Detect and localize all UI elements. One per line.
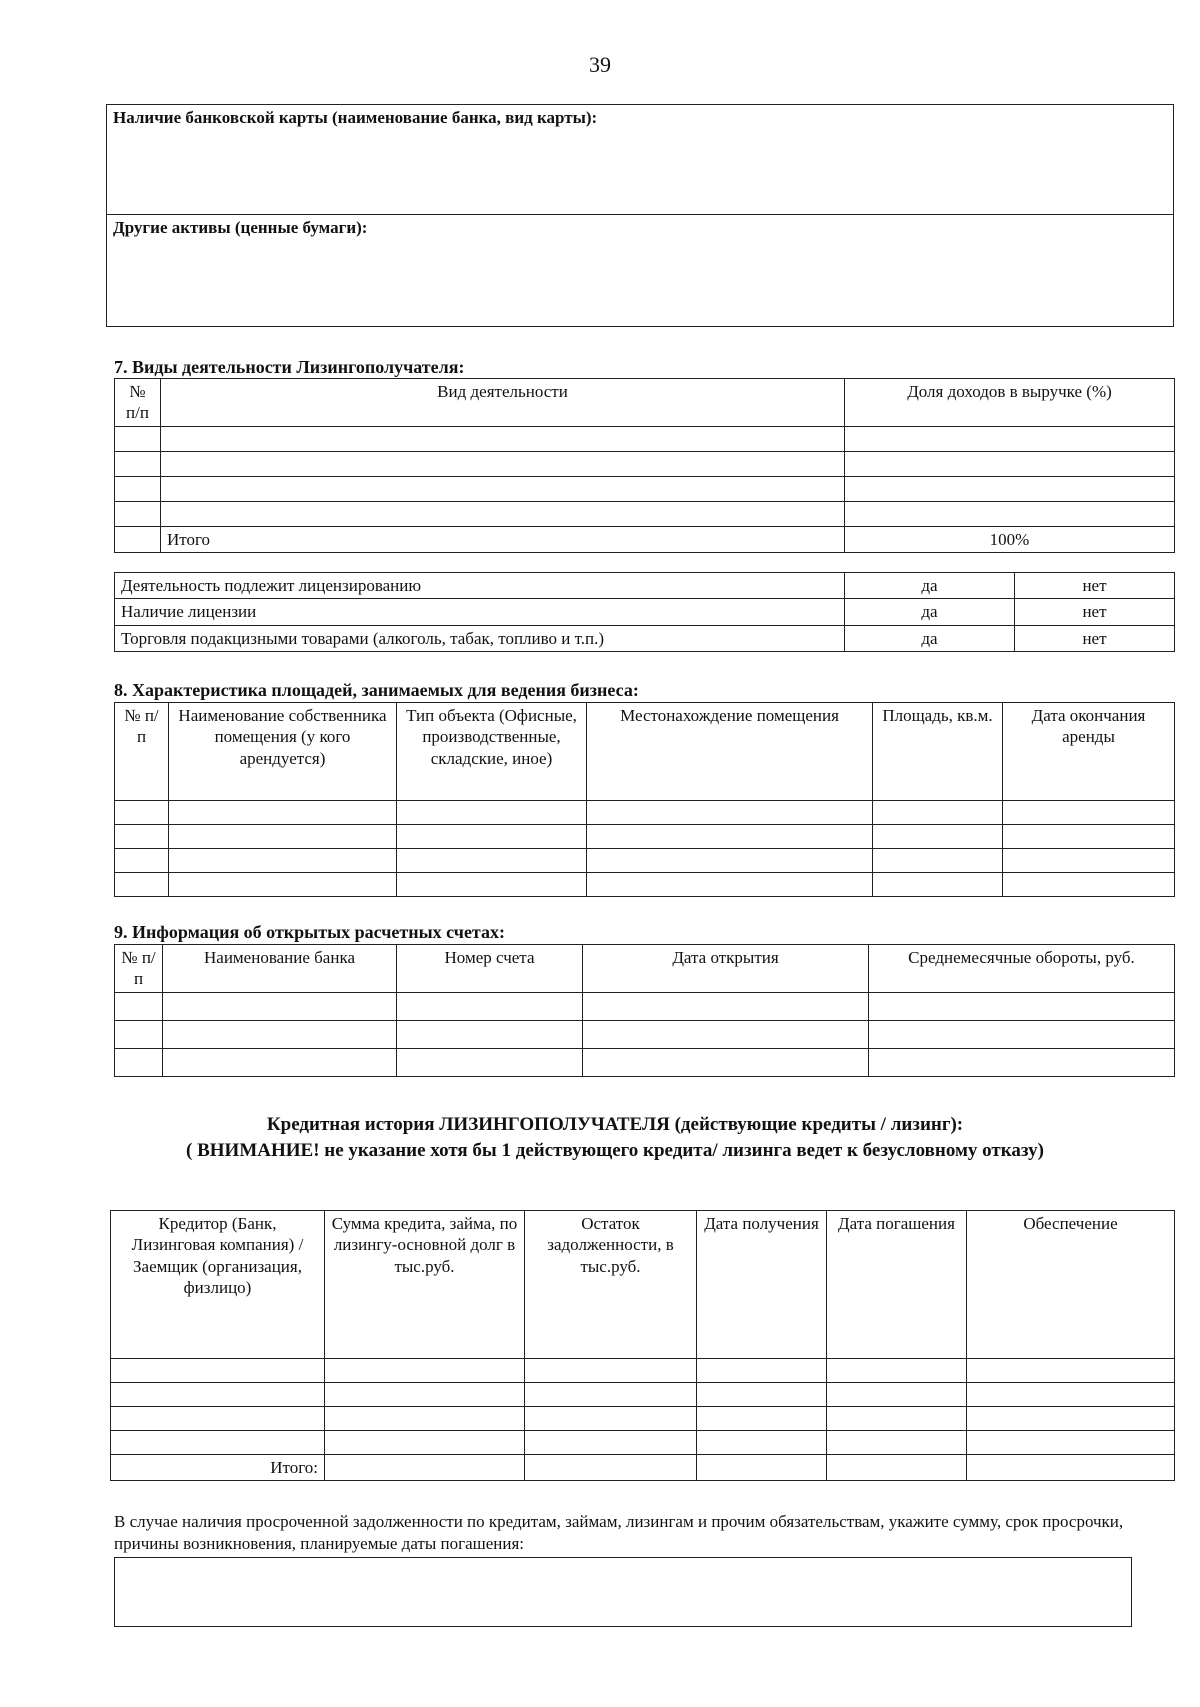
premises-table bbox=[114, 702, 1175, 897]
table-row[interactable] bbox=[115, 801, 1175, 825]
bank-card-field[interactable] bbox=[107, 105, 1174, 215]
bank-card-label: Наличие банковской карты (наименование банка, вид карты): bbox=[113, 108, 598, 127]
section8-title: 8. Характеристика площадей, занимаемых для ведения бизнеса: bbox=[114, 680, 639, 700]
accounts-table bbox=[114, 944, 1175, 1077]
table-row[interactable] bbox=[115, 1021, 1175, 1049]
licensing-row-label: Деятельность подлежит лицензированию bbox=[115, 573, 845, 599]
table-row[interactable] bbox=[115, 825, 1175, 849]
licensing-no-option[interactable]: нет bbox=[1015, 573, 1175, 599]
excise-row-label: Торговля подакцизными товарами (алкоголь, табак, топливо и т.п.) bbox=[115, 625, 845, 651]
accounts-header-turnover: Среднемесячные обороты, руб. bbox=[869, 945, 1175, 993]
premises-header-no: № п/п bbox=[115, 703, 169, 801]
license-row-label: Наличие лицензии bbox=[115, 599, 845, 625]
activities-header-type: Вид деятельности bbox=[161, 379, 845, 427]
table-row[interactable] bbox=[115, 873, 1175, 897]
overdue-input-box[interactable] bbox=[114, 1557, 1132, 1627]
premises-header-area: Площадь, кв.м. bbox=[873, 703, 1003, 801]
accounts-header-no: № п/п bbox=[115, 945, 163, 993]
excise-no-option[interactable]: нет bbox=[1015, 625, 1175, 651]
overdue-instructions: В случае наличия просроченной задолженности по кредитам, займам, лизингам и прочим обязательствам, укажите сумму, срок просрочки, причины возникновения, планируемые даты погашения: bbox=[114, 1512, 1124, 1554]
other-assets-field[interactable] bbox=[107, 215, 1174, 327]
section9-title: 9. Информация об открытых расчетных счетах: bbox=[114, 922, 505, 942]
credit-history-warning: ( ВНИМАНИЕ! не указание хотя бы 1 действующего кредита/ лизинга ведет к безусловному отказу) bbox=[186, 1139, 1044, 1161]
excise-yes-option[interactable]: да bbox=[845, 625, 1015, 651]
credits-header-collateral: Обеспечение bbox=[967, 1211, 1175, 1359]
credit-history-heading bbox=[110, 1112, 1120, 1163]
credits-header-issue-date: Дата получения bbox=[697, 1211, 827, 1359]
section7-title: 7. Виды деятельности Лизингополучателя: bbox=[114, 357, 465, 377]
credits-header-repay-date: Дата погашения bbox=[827, 1211, 967, 1359]
accounts-header-bank: Наименование банка bbox=[163, 945, 397, 993]
table-row[interactable] bbox=[115, 849, 1175, 873]
credits-header-balance: Остаток задолженности, в тыс.руб. bbox=[525, 1211, 697, 1359]
credits-header-amount: Сумма кредита, займа, по лизингу-основной долг в тыс.руб. bbox=[325, 1211, 525, 1359]
premises-header-owner: Наименование собственника помещения (у кого арендуется) bbox=[169, 703, 397, 801]
activities-header-share: Доля доходов в выручке (%) bbox=[845, 379, 1175, 427]
licensing-yes-option[interactable]: да bbox=[845, 573, 1015, 599]
table-row[interactable] bbox=[111, 1407, 1175, 1431]
table-row[interactable] bbox=[111, 1359, 1175, 1383]
accounts-header-number: Номер счета bbox=[397, 945, 583, 993]
page-number: 39 bbox=[589, 52, 611, 77]
table-row[interactable] bbox=[115, 427, 1175, 452]
credits-header-creditor: Кредитор (Банк, Лизинговая компания) /Заемщик (организация, физлицо) bbox=[111, 1211, 325, 1359]
premises-header-type: Тип объекта (Офисные, производственные, складские, иное) bbox=[397, 703, 587, 801]
credit-history-title: Кредитная история ЛИЗИНГОПОЛУЧАТЕЛЯ (действующие кредиты / лизинг): bbox=[266, 1114, 964, 1135]
other-assets-label: Другие активы (ценные бумаги): bbox=[113, 218, 368, 237]
table-row[interactable] bbox=[115, 452, 1175, 477]
activities-header-no: № п/п bbox=[115, 379, 161, 427]
table-row[interactable] bbox=[115, 477, 1175, 502]
assets-table bbox=[106, 104, 1174, 327]
credits-table bbox=[110, 1210, 1175, 1481]
table-row[interactable] bbox=[111, 1383, 1175, 1407]
credits-total-label: Итого: bbox=[111, 1455, 325, 1481]
license-no-option[interactable]: нет bbox=[1015, 599, 1175, 625]
table-row[interactable] bbox=[111, 1431, 1175, 1455]
licensing-table bbox=[114, 572, 1175, 652]
activities-total-label: Итого bbox=[161, 527, 845, 553]
table-row[interactable] bbox=[115, 993, 1175, 1021]
premises-header-location: Местонахождение помещения bbox=[587, 703, 873, 801]
activities-total-value: 100% bbox=[845, 527, 1175, 553]
license-yes-option[interactable]: да bbox=[845, 599, 1015, 625]
table-row[interactable] bbox=[115, 1049, 1175, 1077]
table-row[interactable] bbox=[115, 502, 1175, 527]
activities-table bbox=[114, 378, 1175, 553]
accounts-header-open-date: Дата открытия bbox=[583, 945, 869, 993]
premises-header-lease-end: Дата окончания аренды bbox=[1003, 703, 1175, 801]
